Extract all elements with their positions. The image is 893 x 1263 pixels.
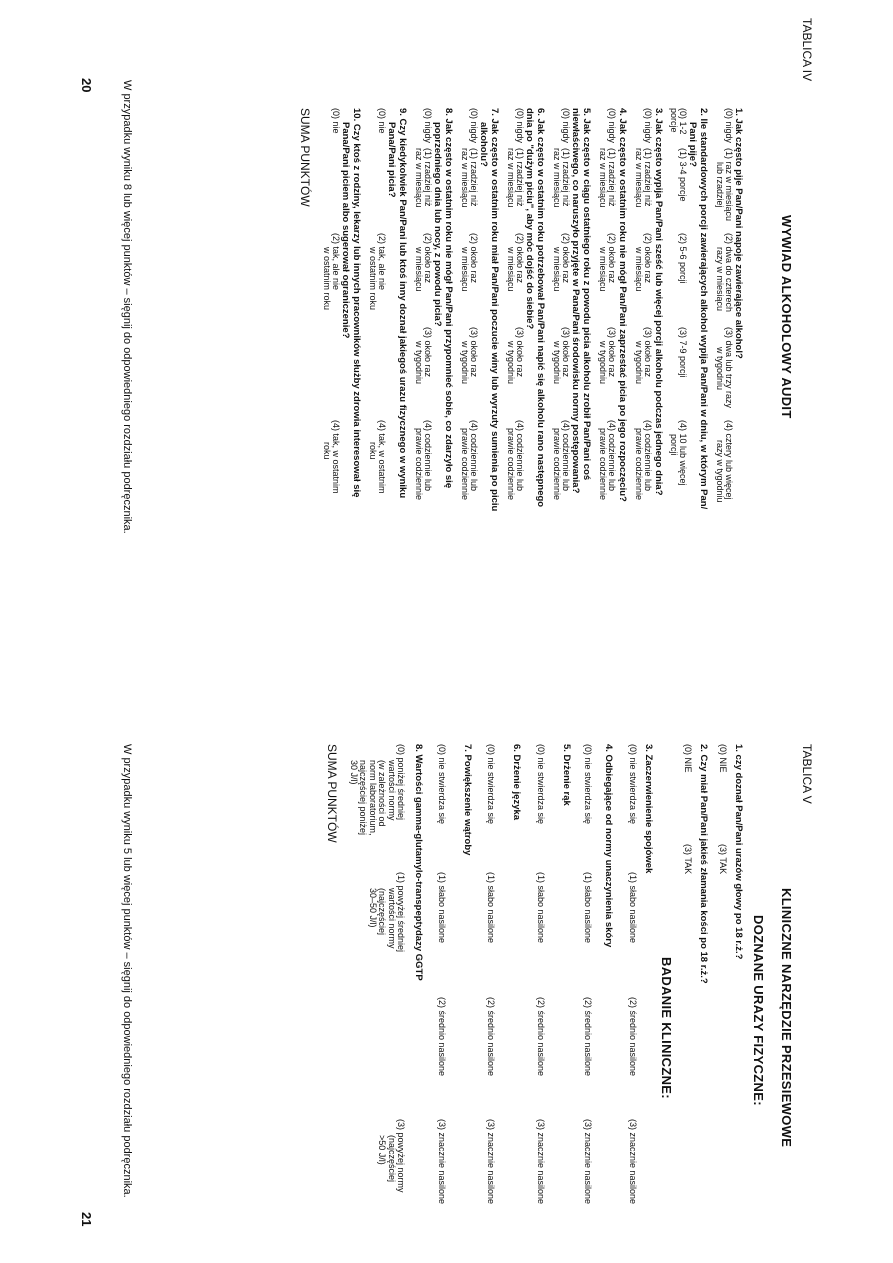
score-total-label: SUMA PUNKTÓW bbox=[325, 744, 339, 843]
option: (4) tak, w ostatnim roku bbox=[321, 420, 341, 494]
option: (2) dwa do czterech razy w miesiącu bbox=[714, 233, 734, 313]
option: (2) około raz w miesiącu bbox=[633, 233, 653, 292]
option: (2) około raz w miesiącu bbox=[459, 233, 479, 292]
option: (0) nie stwierdza się bbox=[628, 744, 638, 825]
option: (0) NIE bbox=[683, 744, 693, 773]
question-text: 10. Czy ktoś z rodziny, lekarzy lub innych pracowników służby zdrowia interesował się bbox=[351, 108, 362, 498]
option: (2) 5-6 porcji bbox=[678, 233, 688, 284]
question-text: 3. Jak często wypija Pan/Pani sześć lub więcej porcji alkoholu podczas jednego dnia? bbox=[653, 108, 664, 496]
page-right bbox=[0, 632, 893, 1263]
option: (0) nigdy bbox=[423, 108, 433, 144]
option: (0) nie stwierdza się bbox=[583, 744, 593, 825]
option: (1) rzadziej niż raz w miesiącu bbox=[505, 148, 525, 208]
option: (2) około raz w miesiącu bbox=[413, 233, 433, 292]
option: (0) nigdy bbox=[469, 108, 479, 144]
option: (2) średnio nasilone bbox=[583, 997, 593, 1077]
question-text: 9. Czy kiedykolwiek Pan/Pani lub ktoś inny doznał jakiegoś urazu fizycznego w wyniku bbox=[397, 108, 408, 499]
option: (1) słabo nasilone bbox=[583, 872, 593, 944]
option: (0) nie bbox=[331, 108, 341, 134]
option: (0) nie stwierdza się bbox=[486, 744, 496, 825]
option: (4) codziennie lub prawie codziennie bbox=[413, 420, 433, 501]
question-1: 1. czy doznał Pan/Pani urazów głowy po 18 r.ż.? bbox=[733, 744, 744, 960]
question-text-cont: poprzedniego dnia lub nocy, z powodu picia? bbox=[432, 122, 443, 327]
option: (4) codziennie lub prawie codziennie bbox=[597, 420, 617, 501]
option: (2) tak, ale nie w ostatnim roku bbox=[321, 233, 341, 311]
page-number: 20 bbox=[79, 78, 94, 93]
option: (3) powyżej normy (najczęściej >50 J/l) bbox=[377, 1119, 406, 1193]
item-label: 8. Wartości gamma-glutamylo-transpeptydazy GGTP bbox=[413, 744, 424, 981]
question-text: 1. Jak często pije Pan/Pani napoje zawierające alkohol? bbox=[733, 108, 744, 359]
page-number: 21 bbox=[79, 1212, 94, 1227]
item-label: 6. Drżenie języka bbox=[511, 744, 522, 821]
page-title: KLINICZNE NARZĘDZIE PRZESIEWOWE bbox=[779, 888, 794, 1148]
option: (3) 7-9 porcji bbox=[678, 327, 688, 378]
option: (3) około raz w tygodniu bbox=[413, 327, 433, 385]
option: (2) około raz w miesiącu bbox=[505, 233, 525, 292]
option: (1) 3-4 porcje bbox=[678, 148, 688, 202]
option: (3) TAK bbox=[683, 844, 693, 875]
question-text: 4. Jak często w ostatnim roku nie mógł Pan/Pani zaprzestać picia po jego rozpoczęciu? bbox=[617, 108, 628, 502]
option: (0) nigdy bbox=[515, 108, 525, 144]
question-text: 2. Ile standardowych porcji zawierających alkohol wypija Pan/Pani w dniu, w którym Pan/ bbox=[698, 108, 709, 510]
option: (3) około raz w tygodniu bbox=[551, 327, 571, 385]
option: (3) około raz w tygodniu bbox=[633, 327, 653, 385]
page-left bbox=[0, 0, 893, 631]
option: (0) NIE bbox=[718, 744, 728, 773]
question-text-cont: Pani pije? bbox=[687, 122, 698, 167]
question-text-cont: niewłaściwego, co naruszyło przyjęte w Pana/Pani środowisku normy postępowania? bbox=[570, 108, 581, 494]
option: (0) nigdy bbox=[643, 108, 653, 144]
option: (0) nie stwierdza się bbox=[437, 744, 447, 825]
option: (3) znacznie nasilone bbox=[536, 1119, 546, 1205]
option: (3) znacznie nasilone bbox=[486, 1119, 496, 1205]
table-label: TABLICA IV bbox=[800, 18, 814, 82]
option: (3) TAK bbox=[718, 844, 728, 875]
option: (2) średnio nasilone bbox=[628, 997, 638, 1077]
option: (1) rzadziej niż raz w miesiącu bbox=[597, 148, 617, 208]
question-text-cont: dnia po "dużym piciu", aby móc dojść do siebie? bbox=[524, 108, 535, 330]
option: (3) około raz w tygodniu bbox=[505, 327, 525, 385]
option: (0) nie stwierdza się bbox=[536, 744, 546, 825]
item-label: 5. Drżenie rąk bbox=[561, 744, 572, 806]
page-title: WYWIAD ALKOHOLOWY AUDIT bbox=[779, 215, 794, 419]
option: (0) nigdy bbox=[724, 108, 734, 144]
option: (1) słabo nasilone bbox=[628, 872, 638, 944]
question-text: 5. Jak często w ciągu ostatniego roku z powodu picia alkoholu zrobił Pan/Pani coś bbox=[581, 108, 592, 481]
option: (4) codziennie lub prawie codziennie bbox=[505, 420, 525, 501]
item-label: 7. Powiększenie wątroby bbox=[462, 744, 473, 856]
table-label: TABLICA V bbox=[800, 744, 814, 804]
question-text: 6. Jak często w ostatnim roku potrzebował Pan/Pani napić się alkoholu rano następnego bbox=[535, 108, 546, 508]
option: (1) słabo nasilone bbox=[536, 872, 546, 944]
option: (4) codziennie lub prawie codziennie bbox=[551, 420, 571, 501]
option: (0) poniżej średniej wartości normy (w zależności od norm laboratorium, najczęściej poniżej 30 J/l) bbox=[348, 744, 406, 836]
question-text: 8. Jak często w ostatnim roku nie mógł Pan/Pani przypomnieć sobie, co zdarzyło się bbox=[443, 108, 454, 489]
option: (4) cztery lub więcej razy w tygodniu bbox=[714, 420, 734, 503]
item-label: 4. Odbiegające od normy unaczynienia skóry bbox=[603, 744, 614, 948]
option: (4) codziennie lub prawie codziennie bbox=[633, 420, 653, 501]
option: (4) 10 lub więcej porcji bbox=[668, 420, 688, 486]
option: (2) średnio nasilone bbox=[536, 997, 546, 1077]
footer-note: W przypadku wyniku 8 lub więcej punktów – sięgnij do odpowiedniego rozdziału podręcznika. bbox=[121, 80, 133, 534]
option: (4) tak, w ostatnim roku bbox=[367, 420, 387, 494]
option: (3) znacznie nasilone bbox=[628, 1119, 638, 1205]
option: (1) rzadziej niż raz w miesiącu bbox=[633, 148, 653, 208]
section-heading-injuries: DOZNANE URAZY FIZYCZNE: bbox=[751, 915, 766, 1106]
question-text-cont: Pana/Pani piciem albo sugerował ograniczenie? bbox=[340, 122, 351, 339]
option: (2) tak, ale nie w ostatnim roku bbox=[367, 233, 387, 311]
option: (4) codziennie lub prawie codziennie bbox=[459, 420, 479, 501]
item-label: 3. Zaczerwienienie spojówek bbox=[643, 744, 654, 874]
option: (2) średnio nasilone bbox=[486, 997, 496, 1077]
option: (2) około raz w miesiącu bbox=[597, 233, 617, 292]
section-heading-clinical: BADANIE KLINICZNE: bbox=[659, 957, 674, 1099]
question-2: 2. Czy miał Pan/Pani jakieś złamania kości po 18 r.ż.? bbox=[698, 744, 709, 984]
option: (1) rzadziej niż raz w miesiącu bbox=[413, 148, 433, 208]
question-text: 7. Jak często w ostatnim roku miał Pan/Pani poczucie winy lub wyrzuty sumienia po piciu bbox=[489, 108, 500, 512]
option: (3) dwa lub trzy razy w tygodniu bbox=[714, 327, 734, 409]
option: (0) nigdy bbox=[607, 108, 617, 144]
option: (2) średnio nasilone bbox=[437, 997, 447, 1077]
option: (0) nigdy bbox=[561, 108, 571, 144]
option: (0) 1-2 porcje bbox=[668, 108, 688, 135]
option: (3) około raz w tygodniu bbox=[597, 327, 617, 385]
option: (3) około raz w tygodniu bbox=[459, 327, 479, 385]
option: (1) rzadziej niż raz w miesiącu bbox=[551, 148, 571, 208]
option: (1) powyżej średniej wartości normy (najczęściej 30–50 J/l) bbox=[367, 872, 406, 953]
option: (1) rzadziej niż raz w miesiącu bbox=[459, 148, 479, 208]
question-text-cont: Pana/Pani picia? bbox=[386, 122, 397, 198]
option: (1) słabo nasilone bbox=[486, 872, 496, 944]
score-total-label: SUMA PUNKTÓW bbox=[298, 108, 312, 207]
option: (1) słabo nasilone bbox=[437, 872, 447, 944]
footer-note: W przypadku wyniku 5 lub więcej punktów – sięgnij do odpowiedniego rozdziału podręcznika. bbox=[121, 744, 133, 1198]
option: (1) raz w miesiącu lub rzadziej bbox=[714, 148, 734, 222]
option: (2) około raz w miesiącu bbox=[551, 233, 571, 292]
option: (0) nie bbox=[377, 108, 387, 134]
question-text-cont: alkoholu? bbox=[478, 122, 489, 167]
option: (3) znacznie nasilone bbox=[583, 1119, 593, 1205]
option: (3) znacznie nasilone bbox=[437, 1119, 447, 1205]
